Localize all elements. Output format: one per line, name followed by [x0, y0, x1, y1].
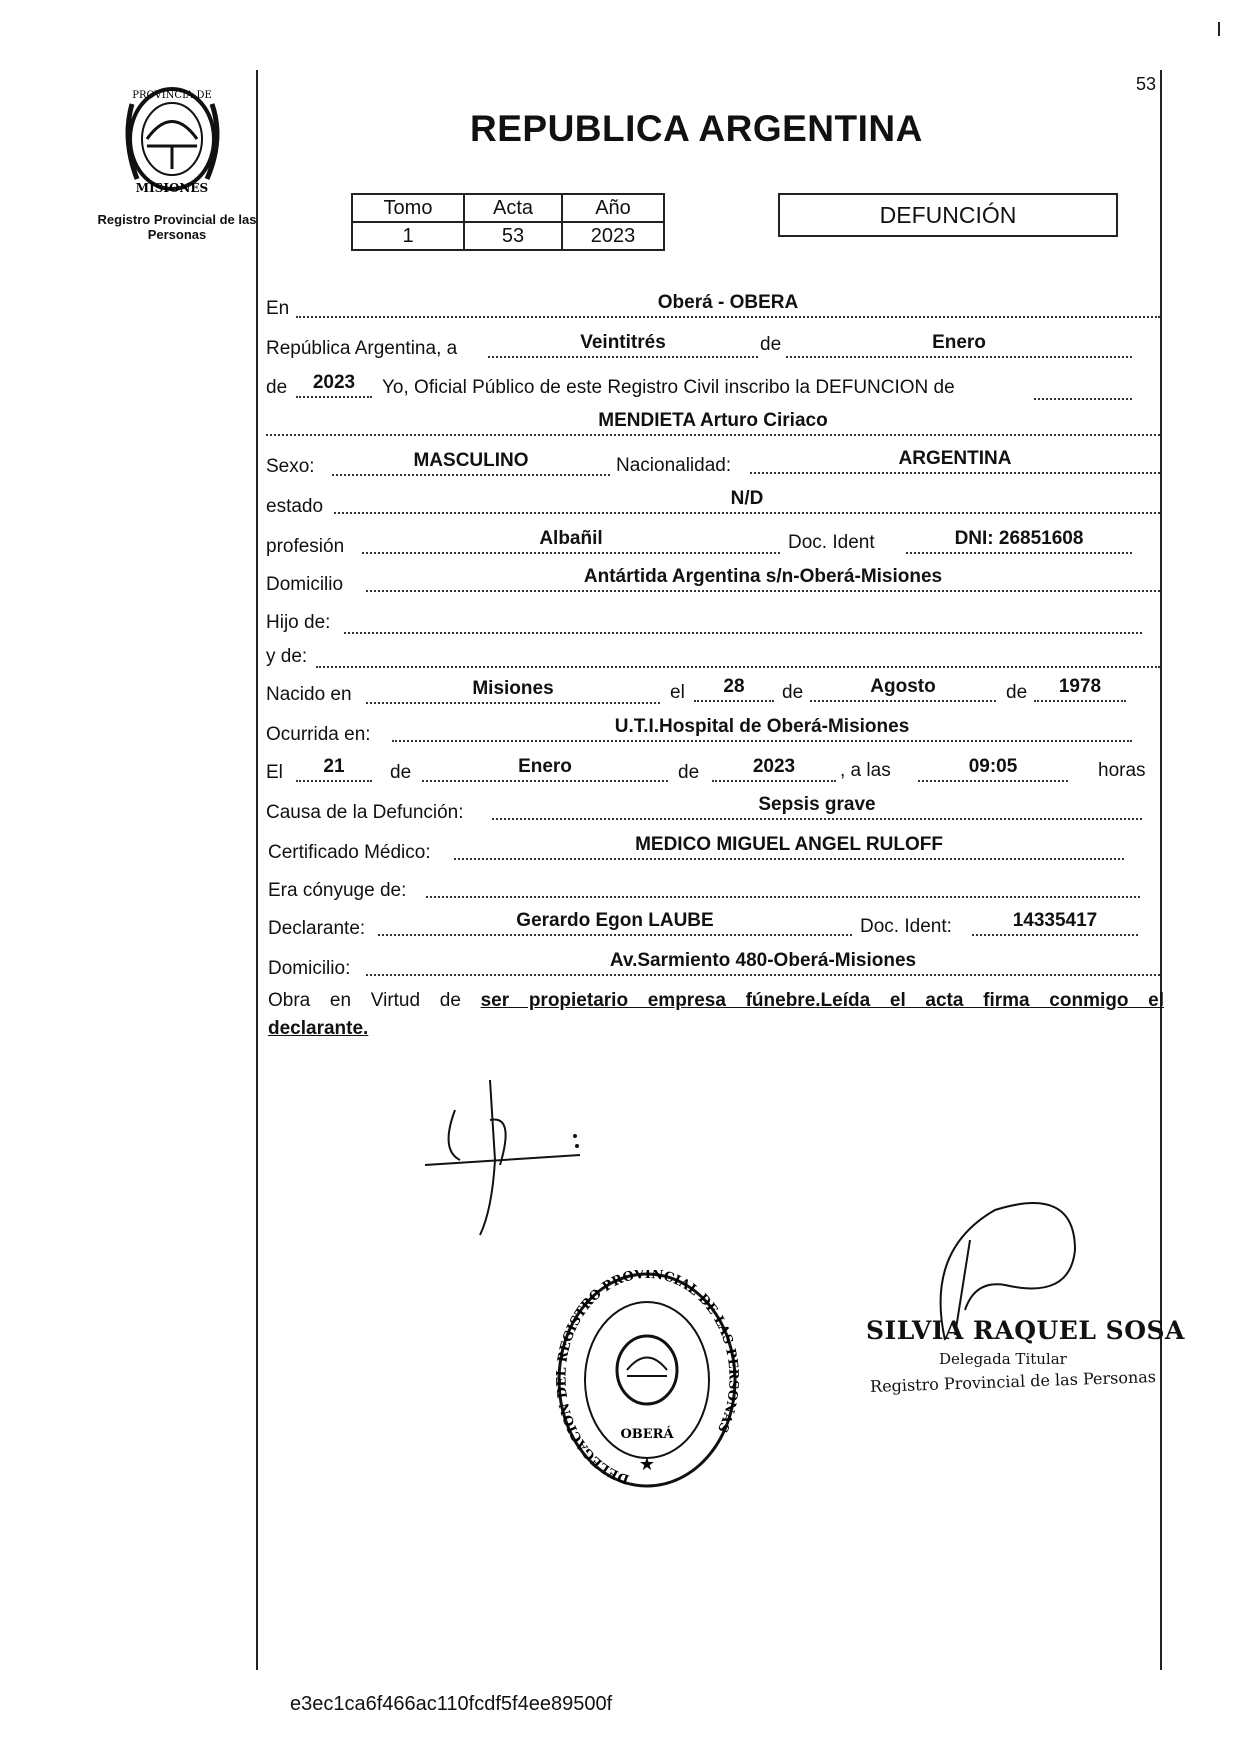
year-value: 2023	[296, 372, 372, 398]
causa-value: Sepsis grave	[492, 794, 1142, 820]
y-de-label: y de:	[266, 646, 308, 667]
declarante-dom-value: Av.Sarmiento 480-Oberá-Misiones	[366, 950, 1160, 976]
obra-en-virtud	[268, 990, 1164, 1012]
en-label: En	[266, 298, 290, 319]
nacionalidad-label: Nacionalidad:	[616, 455, 732, 476]
tomo-value: 1	[352, 222, 464, 250]
month-value: Enero	[786, 332, 1132, 358]
day-word-value: Veintitrés	[488, 332, 758, 358]
record-type-box: DEFUNCIÓN	[778, 193, 1118, 237]
certificado-value: MEDICO MIGUEL ANGEL RULOFF	[454, 834, 1124, 860]
death-de2-label: de	[678, 762, 700, 783]
horas-label: horas	[1098, 760, 1146, 781]
birth-day-value: 28	[694, 676, 774, 702]
death-time-value: 09:05	[918, 756, 1068, 782]
document-title: REPUBLICA ARGENTINA	[470, 108, 923, 149]
doc-ident-label: Doc. Ident	[788, 532, 875, 553]
estado-value: N/D	[334, 488, 1160, 514]
death-year-value: 2023	[712, 756, 836, 782]
a-las-label: , a las	[840, 760, 891, 781]
svg-text:PROVINCIA DE: PROVINCIA DE	[132, 90, 212, 101]
obra-text-cont: declarante.	[268, 1018, 369, 1039]
document-hash: e3ec1ca6f466ac110fcdf5f4ee89500f	[290, 1693, 613, 1715]
registry-label: Registro Provincial de las Personas	[97, 212, 257, 242]
conyuge-label: Era cónyuge de:	[268, 880, 407, 901]
province-logo	[112, 84, 242, 194]
causa-label: Causa de la Defunción:	[266, 802, 464, 823]
acta-value: 53	[464, 222, 562, 250]
declarante-dom-label: Domicilio:	[268, 958, 351, 979]
birth-de2-label: de	[1006, 682, 1028, 703]
deceased-name: MENDIETA Arturo Ciriaco	[266, 410, 1160, 436]
declarante-doc-value: 14335417	[972, 910, 1138, 936]
record-table	[351, 193, 665, 251]
official-stamp	[555, 1270, 740, 1495]
birth-year-value: 1978	[1034, 676, 1126, 702]
nacionalidad-value: ARGENTINA	[750, 448, 1160, 474]
officer-name: SILVIA RAQUEL SOSA	[866, 1316, 1185, 1345]
certificado-label: Certificado Médico:	[268, 842, 431, 863]
page-number: 53	[1136, 74, 1157, 94]
tomo-header: Tomo	[352, 194, 464, 222]
place-value: Oberá - OBERA	[296, 292, 1160, 318]
acta-header: Acta	[464, 194, 562, 222]
declarant-signature	[420, 1070, 620, 1240]
domicilio-value: Antártida Argentina s/n-Oberá-Misiones	[366, 566, 1160, 592]
hijo-de-label: Hijo de:	[266, 612, 331, 633]
hijo-de-dots	[344, 612, 1142, 634]
el2-label: El	[266, 762, 283, 783]
declarante-label: Declarante:	[268, 918, 366, 939]
profesion-label: profesión	[266, 536, 345, 557]
statement-text: Yo, Oficial Público de este Registro Civil inscribo la DEFUNCION de	[382, 377, 955, 398]
anio-header: Año	[562, 194, 664, 222]
anio-value: 2023	[562, 222, 664, 250]
el-label: el	[670, 682, 685, 703]
corner-mark	[1218, 22, 1220, 36]
svg-text:OBERÁ: OBERÁ	[620, 1427, 674, 1442]
death-month-value: Enero	[422, 756, 668, 782]
left-margin-line	[256, 70, 258, 1670]
obra-text: ser propietario empresa fúnebre.Leída el acta firma conmigo el	[480, 990, 1164, 1011]
profesion-value: Albañil	[362, 528, 780, 554]
birth-month-value: Agosto	[810, 676, 996, 702]
y-de-dots	[316, 646, 1160, 668]
de-label: de	[760, 334, 782, 355]
officer-registry: Registro Provincial de las Personas	[869, 1367, 1157, 1396]
svg-text:★: ★	[638, 1454, 656, 1474]
domicilio-label: Domicilio	[266, 574, 344, 595]
sexo-label: Sexo:	[266, 456, 315, 477]
doc-ident-value: DNI: 26851608	[906, 528, 1132, 554]
nacido-en-label: Nacido en	[266, 684, 352, 705]
republica-label: República Argentina, a	[266, 338, 458, 359]
right-margin-line	[1160, 70, 1162, 1670]
nacido-en-value: Misiones	[366, 678, 660, 704]
estado-label: estado	[266, 496, 324, 517]
death-day-value: 21	[296, 756, 372, 782]
obra-label: Obra en Virtud de	[268, 990, 461, 1011]
svg-text:DELEGACION DEL REGISTRO PROVIN: DELEGACION DEL REGISTRO PROVINCIAL DE LAS PERSONAS	[555, 1270, 740, 1487]
conyuge-dots	[426, 876, 1140, 898]
declarante-value: Gerardo Egon LAUBE	[378, 910, 852, 936]
svg-text:MISIONES: MISIONES	[135, 181, 209, 194]
birth-de1-label: de	[782, 682, 804, 703]
ocurrida-value: U.T.I.Hospital de Oberá-Misiones	[392, 716, 1132, 742]
sexo-value: MASCULINO	[332, 450, 610, 476]
officer-title: Delegada Titular	[939, 1350, 1067, 1368]
year-de-label: de	[266, 377, 288, 398]
ocurrida-label: Ocurrida en:	[266, 724, 371, 745]
death-de1-label: de	[390, 762, 412, 783]
statement-dots	[1034, 378, 1132, 400]
declarante-doc-label: Doc. Ident:	[860, 916, 952, 937]
